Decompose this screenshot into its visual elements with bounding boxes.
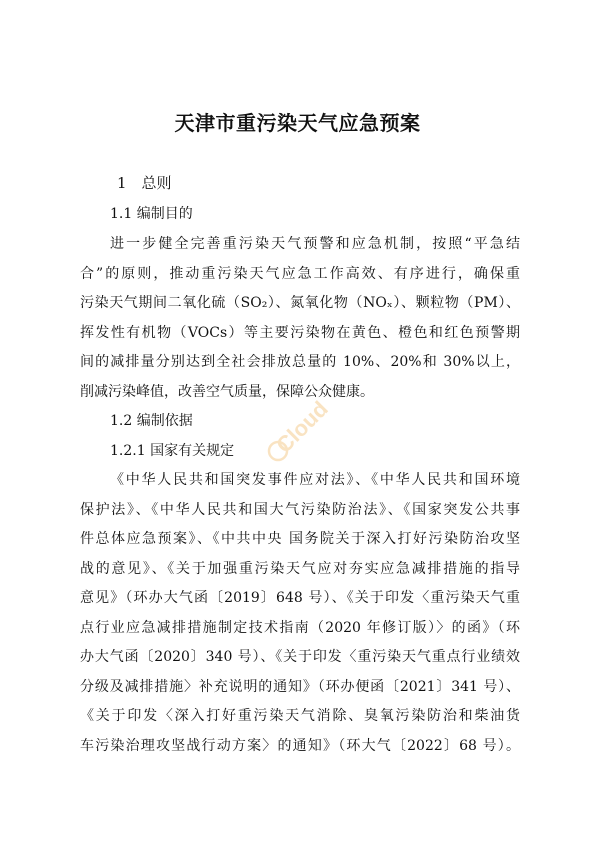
watermark-text: Cloud xyxy=(271,396,333,458)
paragraph-line: 件总体应急预案》、《中共中央 国务院关于深入打好污染防治攻坚 xyxy=(80,531,520,547)
paragraph-line: 意见》（环办大气函〔2019〕648 号）、《关于印发〈重污染天气重 xyxy=(80,590,520,606)
section-1-1-heading: 1.1 编制目的 xyxy=(110,206,193,222)
cloud-logo-watermark xyxy=(262,387,344,469)
paragraph-line: 合”的原则，推动重污染天气应急工作高效、有序进行，确保重 xyxy=(80,266,520,282)
section-1-heading: 1 总则 xyxy=(117,174,172,192)
paragraph-line: 《中华人民共和国突发事件应对法》、《中华人民共和国环境 xyxy=(110,472,520,488)
paragraph-line: 办大气函〔2020〕340 号）、《关于印发〈重污染天气重点行业绩效 xyxy=(80,649,520,665)
document-title: 天津市重污染天气应急预案 xyxy=(174,111,421,135)
paragraph-line: 进一步健全完善重污染天气预警和应急机制，按照“平急结 xyxy=(110,236,520,252)
paragraph-line: 间的减排量分别达到全社会排放总量的 10%、20%和 30%以上， xyxy=(80,354,520,370)
paragraph-line: 《关于印发〈深入打好重污染天气消除、臭氧污染防治和柴油货 xyxy=(80,708,520,724)
section-1-2-1-heading: 1.2.1 国家有关规定 xyxy=(110,443,235,459)
paragraph-line: 削减污染峰值，改善空气质量，保障公众健康。 xyxy=(80,384,374,400)
paragraph-line: 分级及减排措施〉补充说明的通知》（环办便函〔2021〕341 号）、 xyxy=(80,679,520,695)
paragraph-line: 车污染治理攻坚战行动方案〉的通知》（环大气〔2022〕68 号）。 xyxy=(80,738,520,754)
section-1-2-heading: 1.2 编制依据 xyxy=(110,413,193,429)
paragraph-line: 保护法》、《中华人民共和国大气污染防治法》、《国家突发公共事 xyxy=(80,502,520,518)
paragraph-line: 污染天气期间二氧化硫（SO₂）、氮氧化物（NOₓ）、颗粒物（PM）、 xyxy=(80,295,520,311)
paragraph-line: 点行业应急减排措施制定技术指南（2020 年修订版）〉的函》（环 xyxy=(80,620,520,636)
paragraph-line: 战的意见》、《关于加强重污染天气应对夯实应急减排措施的指导 xyxy=(80,561,520,577)
paragraph-line: 挥发性有机物（VOCs）等主要污染物在黄色、橙色和红色预警期 xyxy=(80,325,520,341)
